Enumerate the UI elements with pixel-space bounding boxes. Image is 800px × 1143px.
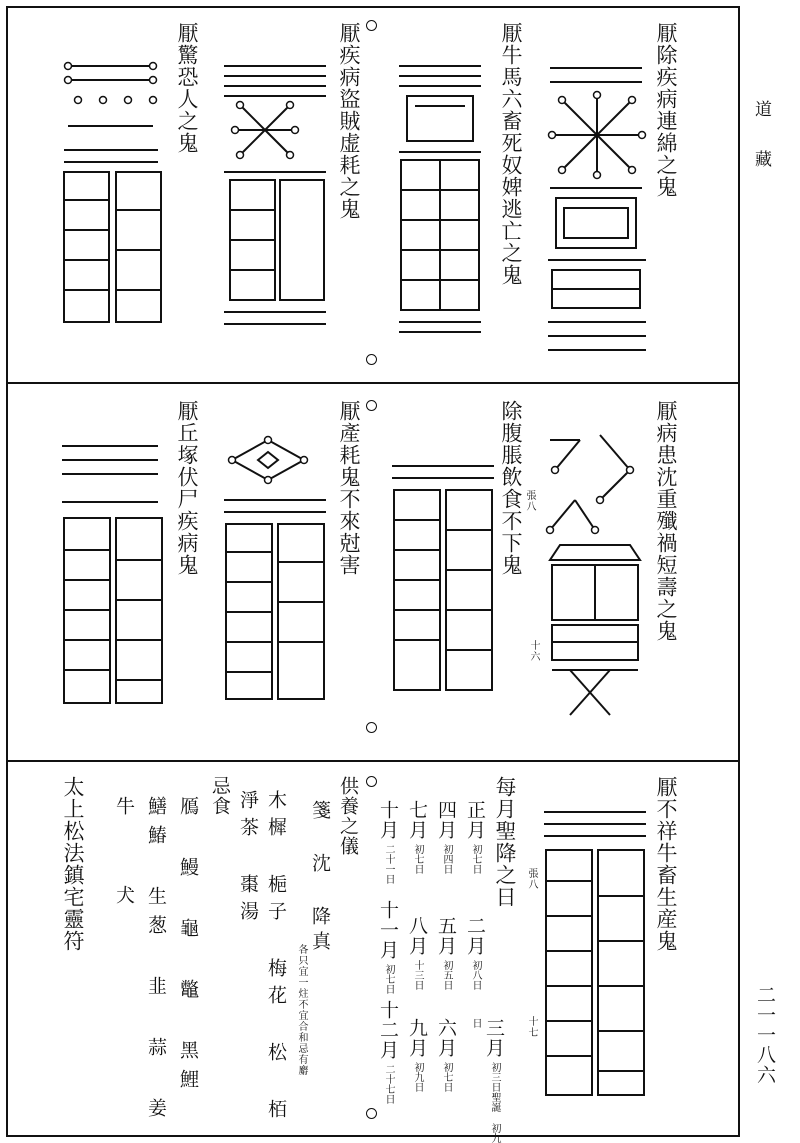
ring-mark <box>366 354 377 365</box>
talisman-caption: 厭除疾病連綿之鬼 <box>654 22 678 198</box>
talisman-caption: 厭丘塚伏尸疾病鬼 <box>175 400 199 576</box>
talisman-figure <box>542 60 652 360</box>
taboo-line: 鱔鰆 生葱 韭 蒜 姜 <box>145 796 167 1127</box>
talisman-figure <box>540 806 650 1106</box>
page-number: 二一一八六 <box>754 985 776 1085</box>
talisman-figure <box>58 440 168 710</box>
talisman-caption: 厭疾病盜賊虚耗之鬼 <box>337 22 361 220</box>
book-title-bottom: 藏 <box>751 150 771 168</box>
panel-divider-1 <box>6 382 740 384</box>
folio-note: 張八 <box>524 490 535 512</box>
talisman-figure <box>540 430 650 730</box>
taboo-line: 牛 犬 <box>113 796 135 928</box>
folio-note: 張八 <box>526 868 537 890</box>
ring-mark <box>366 20 377 31</box>
month-entry: 五月初五日 <box>435 916 457 990</box>
offering-heading: 供養之儀 <box>337 776 359 856</box>
talisman-caption: 除腹脹飲食不下鬼 <box>499 400 523 576</box>
month-entry: 十月二十一日 <box>377 800 399 884</box>
offering-note: 各只宜一炷不宜合和忌有麝 <box>296 944 307 1076</box>
ring-mark <box>366 1108 377 1119</box>
talisman-caption: 厭產耗鬼不來尅害 <box>337 400 361 576</box>
panel-divider-2 <box>6 760 740 762</box>
month-entry: 四月初四日 <box>435 800 457 874</box>
month-entry: 六月初七日 <box>435 1018 457 1092</box>
book-title-top: 道 <box>751 100 771 118</box>
folio-note: 十六 <box>528 640 539 662</box>
talisman-figure <box>395 60 485 340</box>
talisman-figure <box>220 432 330 712</box>
talisman-figure <box>388 460 498 710</box>
month-entry: 三月初三日聖誕 初九日 <box>470 1018 505 1143</box>
folio-note: 十七 <box>526 1016 537 1038</box>
ring-mark <box>366 400 377 411</box>
talisman-caption: 厭不祥牛畜生産鬼 <box>654 776 678 952</box>
talisman-figure <box>58 60 168 330</box>
month-entry: 二月初八日 <box>464 916 486 990</box>
ring-mark <box>366 722 377 733</box>
closing-title: 太上松法鎮宅靈符 <box>61 776 85 952</box>
taboo-line: 鴈 鰻 龜 鼈 黑鯉 <box>177 796 199 1098</box>
talisman-caption: 厭病患沈重殲禍短壽之鬼 <box>654 400 678 642</box>
month-entry: 十二月二十七日 <box>377 1000 399 1104</box>
month-entry: 九月初九日 <box>406 1018 428 1092</box>
talisman-caption: 厭驚恐人之鬼 <box>175 22 199 154</box>
month-entry: 七月初七日 <box>406 800 428 874</box>
month-entry: 八月十三日 <box>406 916 428 990</box>
offering-line: 木樨 梔子 梅花 松 栢 <box>265 790 287 1126</box>
offering-line: 箋 沈 降真 <box>309 800 331 956</box>
talisman-figure <box>220 60 330 330</box>
holy-days-heading: 每月聖降之日 <box>493 776 517 908</box>
month-entry: 十一月初七日 <box>377 900 399 994</box>
ring-mark <box>366 776 377 787</box>
taboo-heading: 忌食 <box>209 776 231 816</box>
talisman-caption: 厭牛馬六畜死奴婢逃亡之鬼 <box>499 22 523 286</box>
offering-line: 淨茶 棗湯 <box>237 790 259 928</box>
month-entry: 正月初七日 <box>464 800 486 874</box>
